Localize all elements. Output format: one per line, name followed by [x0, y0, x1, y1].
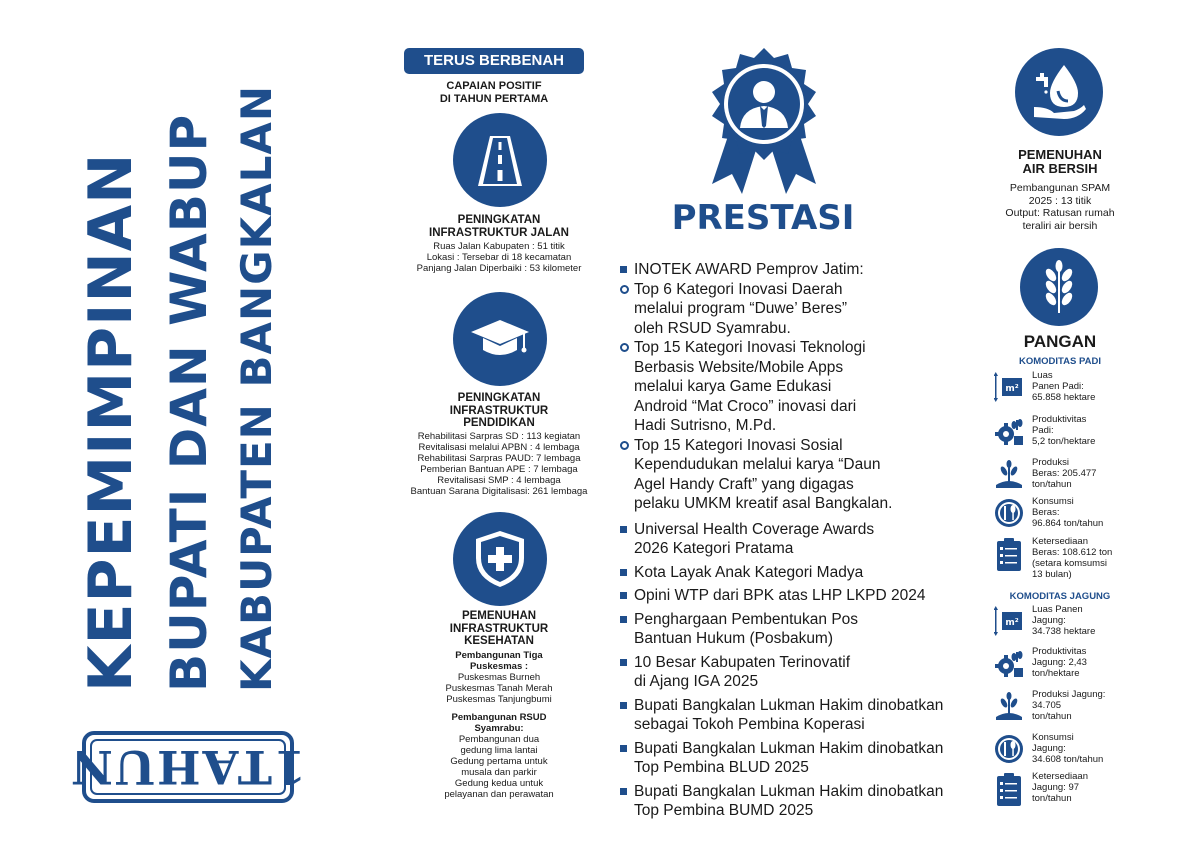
list-item: Top 6 Kategori Inovasi Daerah melalui program “Duwe’ Beres” oleh RSUD Syamrabu. — [620, 280, 980, 339]
pendidikan-title: PENINGKATAN INFRASTRUKTUR PENDIDIKAN — [449, 392, 549, 429]
water-drop-hand-icon — [1015, 48, 1103, 136]
jagung-ketersediaan-row: Ketersediaan Jagung: 97 ton/tahun — [994, 771, 1144, 811]
pangan-title: PANGAN — [1023, 332, 1097, 351]
list-item: Opini WTP dari BPK atas LHP LKPD 2024 — [620, 586, 980, 606]
health-shield-icon — [453, 512, 547, 606]
prestasi-title: PRESTASI — [671, 198, 855, 238]
pendidikan-body: Rehabilitasi Sarpras SD : 113 kegiatan Revitalisasi melalui APBN : 4 lembaga Rehabilitasi Sarpras PAUD: 7 lembaga Pemberian Bantuan APE : 7 lembaga Revitalisasi SMP : 4 lembaga Bantuan Sarana Digitalisasi: 261 lembaga — [410, 431, 588, 497]
komoditas-padi-label: KOMODITAS PADI — [1019, 356, 1101, 367]
clipboard-icon — [994, 773, 1022, 803]
list-item: Kota Layak Anak Kategori Madya — [620, 563, 980, 583]
svg-text:m²: m² — [1005, 618, 1019, 628]
jagung-konsumsi-row: Konsumsi Jagung: 34.608 ton/tahun — [994, 732, 1144, 772]
air-title: PEMENUHAN AIR BERSIH — [1018, 147, 1102, 176]
title-line-3: KABUPATEN BANGKALAN — [232, 84, 281, 692]
padi-ketersediaan-row: Ketersediaan Beras: 108.612 ton (setara komsumsi 13 bulan) — [994, 536, 1144, 576]
air-body: Pembangunan SPAM 2025 : 13 titik Output: Ratusan rumah teraliri air bersih — [1005, 182, 1115, 232]
wheat-icon — [1020, 248, 1098, 326]
road-icon — [453, 113, 547, 207]
jagung-luas-row: m² Luas Panen Jagung: 34.738 hektare — [994, 604, 1144, 644]
graduation-cap-icon — [453, 292, 547, 386]
productivity-icon — [994, 648, 1022, 678]
svg-text:m²: m² — [1005, 384, 1019, 394]
plate-icon — [994, 734, 1022, 764]
list-item: Bupati Bangkalan Lukman Hakim dinobatkan Top Pembina BUMD 2025 — [620, 782, 980, 821]
kesehatan-title: PEMENUHAN INFRASTRUKTUR KESEHATAN — [449, 610, 549, 647]
padi-konsumsi-row: Konsumsi Beras: 96.864 ton/tahun — [994, 496, 1144, 536]
header-pill: TERUS BERBENAH — [404, 48, 584, 74]
award-rosette-icon — [698, 46, 830, 201]
subtitle: CAPAIAN POSITIF DI TAHUN PERTAMA — [439, 80, 549, 105]
jalan-body: Ruas Jalan Kabupaten : 51 titik Lokasi : Tersebar di 18 kecamatan Panjang Jalan Diperbaiki : 53 kilometer — [416, 241, 582, 274]
badge-text: 1TAHUN — [69, 740, 307, 794]
list-item: Bupati Bangkalan Lukman Hakim dinobatkan sebagai Tokoh Pembina Koperasi — [620, 696, 980, 735]
jalan-title: PENINGKATAN INFRASTRUKTUR JALAN — [429, 214, 569, 239]
clipboard-icon — [994, 538, 1022, 568]
plant-icon — [994, 691, 1022, 721]
padi-luas-row: m² Luas Panen Padi: 65.858 hektare — [994, 370, 1144, 410]
title-line-1: KEPEMIMPINAN — [76, 152, 146, 692]
productivity-icon — [994, 416, 1022, 446]
list-item: Penghargaan Pembentukan Pos Bantuan Hukum (Posbakum) — [620, 610, 980, 649]
list-item: INOTEK AWARD Pemprov Jatim: — [620, 260, 980, 280]
kesehatan-body: Pembangunan Tiga Puskesmas : Puskesmas Burneh Puskesmas Tanah Merah Puskesmas Tanjungbumi Pembangunan RSUD Syamrabu: Pembangunan dua gedung lima lantai Gedung pertama untuk musala dan parkir Gedung kedua untuk pelayanan dan perawatan — [444, 650, 554, 800]
plant-icon — [994, 459, 1022, 489]
komoditas-jagung-label: KOMODITAS JAGUNG — [1009, 591, 1111, 602]
list-item: 10 Besar Kabupaten Terinovatif di Ajang IGA 2025 — [620, 653, 980, 692]
one-year-badge — [69, 731, 307, 803]
plate-icon — [994, 498, 1022, 528]
area-icon — [994, 372, 1022, 402]
jagung-produksi-row: Produksi Jagung: 34.705 ton/tahun — [994, 689, 1144, 729]
padi-produktivitas-row: Produktivitas Padi: 5,2 ton/hektare — [994, 414, 1144, 454]
list-item: Bupati Bangkalan Lukman Hakim dinobatkan Top Pembina BLUD 2025 — [620, 739, 980, 778]
title-line-2: BUPATI DAN WABUP — [160, 113, 218, 692]
list-item: Top 15 Kategori Inovasi Teknologi Berbasis Website/Mobile Apps melalui karya Game Edukasi Android “Mat Croco” inovasi dari Hadi Sutrisno, M.Pd. — [620, 338, 980, 436]
list-item: Top 15 Kategori Inovasi Sosial Kependudukan melalui karya “Daun Agel Handy Craft” yang digagas pelaku UMKM kreatif asal Bangkalan. — [620, 436, 980, 514]
prestasi-list — [620, 260, 980, 821]
list-item: Universal Health Coverage Awards 2026 Kategori Pratama — [620, 520, 980, 559]
area-icon — [994, 606, 1022, 636]
padi-produksi-row: Produksi Beras: 205.477 ton/tahun — [994, 457, 1144, 497]
jagung-produktivitas-row: Produktivitas Jagung: 2,43 ton/hektare — [994, 646, 1144, 686]
